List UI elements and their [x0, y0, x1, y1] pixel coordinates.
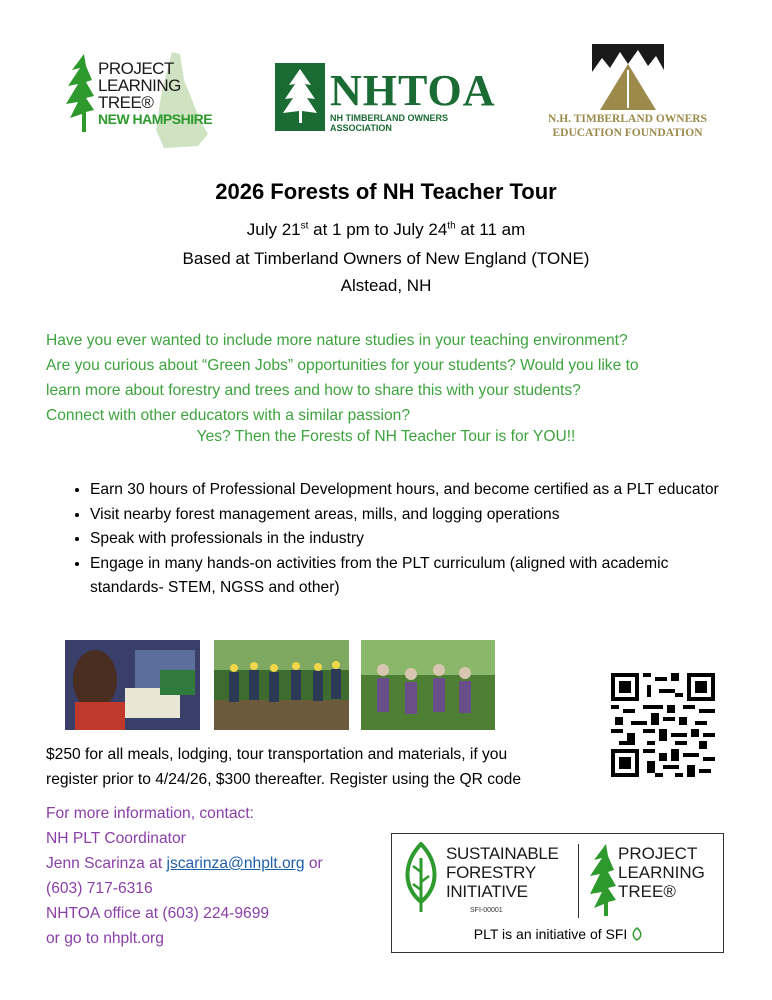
sfi-line: FORESTRY	[446, 863, 536, 882]
intro-line: learn more about forestry and trees and how to share this with your students?	[46, 382, 581, 399]
page-title: 2026 Forests of NH Teacher Tour	[215, 179, 557, 204]
start-day: July 21	[246, 220, 301, 239]
list-item: • Earn 30 hours of Professional Development hours, and become certified as a PLT educator	[90, 478, 726, 503]
foundation-line: N.H. TIMBERLAND OWNERS	[548, 113, 707, 125]
contact-or: or	[304, 855, 323, 872]
nhtoa-wordmark: NHTOA	[330, 66, 496, 115]
intro-paragraph	[46, 328, 736, 428]
intro-line: Are you curious about “Green Jobs” opportunities for your students? Would you like to	[46, 357, 639, 374]
pricing-text	[46, 742, 606, 792]
nhtoa-subtitle: NH TIMBERLAND OWNERS ASSOCIATION	[330, 113, 448, 133]
intro-line: Have you ever wanted to include more nature studies in your teaching environment?	[46, 332, 628, 349]
end-time: at 11 am	[455, 220, 526, 239]
date-middle: at 1 pm to July 24	[308, 220, 448, 239]
sfi-footer-text: PLT is an initiative of SFI	[473, 926, 628, 942]
foundation-line: EDUCATION FOUNDATION	[552, 127, 703, 139]
group-forest-photo	[214, 640, 349, 730]
benefits-list	[66, 478, 726, 601]
mountain-tree-icon	[592, 44, 664, 110]
plt-state-line: NEW HAMPSHIRE	[98, 111, 213, 127]
qr-code-icon	[611, 673, 715, 777]
contact-line: NHTOA office at (603) 224-9699	[46, 905, 270, 922]
sfi-wordmark	[446, 844, 559, 901]
nhtoa-tree-box	[275, 63, 325, 131]
sfi-footer	[392, 926, 725, 942]
intro-call-to-action: Yes? Then the Forests of NH Teacher Tour is for YOU!!	[196, 428, 576, 445]
list-item: • Visit nearby forest management areas, mills, and logging operations	[90, 503, 726, 528]
plt-line: TREE®	[98, 93, 154, 112]
registration-qr-code[interactable]	[611, 673, 715, 777]
plt-line: LEARNING	[618, 863, 705, 882]
plt-wordmark	[618, 844, 705, 901]
contact-info	[46, 801, 386, 951]
intro-line: Connect with other educators with a similar passion?	[46, 407, 411, 424]
sfi-small-leaf-icon	[631, 927, 643, 941]
contact-line: NH PLT Coordinator	[46, 830, 186, 847]
ordinal: th	[447, 220, 456, 232]
tree-icon	[64, 52, 98, 134]
list-item: • Speak with professionals in the industry	[90, 527, 726, 552]
email-link[interactable]: jscarinza@nhplt.org	[166, 855, 305, 872]
list-item: • Engage in many hands-on activities from the PLT curriculum (aligned with academic standards- STEM, NGSS and other)	[90, 552, 726, 601]
nhtoa-logo	[275, 63, 495, 133]
plt-line: PROJECT	[98, 59, 174, 78]
tour-dates	[0, 220, 772, 240]
plt-line: PROJECT	[618, 844, 698, 863]
field-activity-photo	[361, 640, 495, 730]
sfi-plt-logo-box	[391, 833, 724, 953]
plt-nh-wordmark	[98, 60, 212, 128]
pine-tree-icon	[275, 63, 325, 131]
contact-phone: (603) 717-6316	[46, 880, 153, 897]
tree-icon	[588, 842, 618, 918]
contact-line: For more information, contact:	[46, 805, 254, 822]
price-line: register prior to 4/24/26, $300 thereafter. Register using the QR code	[46, 771, 522, 788]
ordinal: st	[300, 220, 309, 232]
sfi-line: SUSTAINABLE	[446, 844, 559, 863]
foundation-logo	[530, 40, 725, 150]
price-line: $250 for all meals, lodging, tour transportation and materials, if you	[46, 746, 508, 763]
plt-new-hampshire-logo	[64, 46, 224, 154]
contact-line: or go to nhplt.org	[46, 930, 164, 947]
logo-divider	[578, 844, 579, 918]
tour-town: Alstead, NH	[340, 276, 432, 295]
plt-line: LEARNING	[98, 76, 181, 95]
classroom-photo	[65, 640, 200, 730]
sfi-line: INITIATIVE	[446, 882, 528, 901]
contact-name: Jenn Scarinza at	[46, 855, 167, 872]
foundation-name	[530, 112, 725, 140]
contact-line	[46, 851, 386, 876]
plt-line: TREE®	[618, 882, 676, 901]
tour-location: Based at Timberland Owners of New England (TONE)	[182, 249, 590, 268]
sfi-code: SFI-00001	[470, 907, 503, 914]
sfi-leaf-icon	[400, 842, 442, 914]
